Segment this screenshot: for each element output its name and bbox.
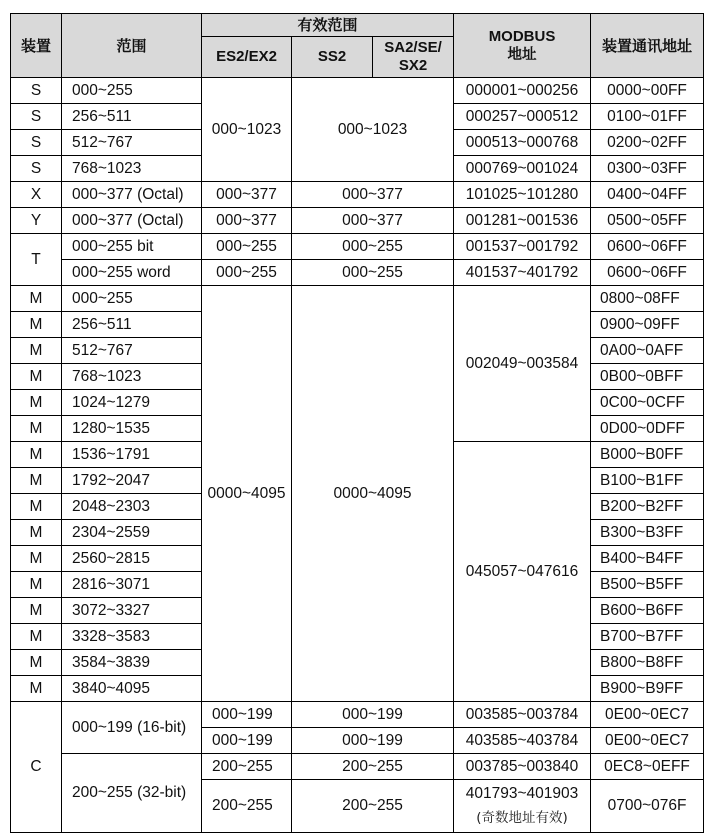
header-ss2: SS2 [292,37,373,78]
header-modbus-address [454,14,591,78]
range-cell: 768~1023 [62,156,202,182]
comm-address-cell: B600~B6FF [591,598,704,624]
comm-address-cell: 0A00~0AFF [591,338,704,364]
comm-address-cell: 0200~02FF [591,130,704,156]
header-sa2-line2: SX2 [398,57,428,74]
es2-range-cell: 200~255 [202,754,292,780]
device-cell: S [11,130,62,156]
comm-address-cell: B100~B1FF [591,468,704,494]
comm-address-cell: 0C00~0CFF [591,390,704,416]
table-row [11,208,704,234]
es2-range-cell: 0000~4095 [202,286,292,702]
comm-address-cell: 0EC8~0EFF [591,754,704,780]
device-cell: M [11,338,62,364]
device-cell: Y [11,208,62,234]
ss2-sa2-range-cell: 000~255 [292,234,454,260]
device-cell: S [11,104,62,130]
modbus-cell: 045057~047616 [454,442,591,702]
range-cell: 3072~3327 [62,598,202,624]
header-range: 范围 [62,14,202,78]
device-cell: M [11,598,62,624]
range-cell: 1280~1535 [62,416,202,442]
modbus-note: (奇数地址有效) [476,810,568,826]
header-device: 装置 [11,14,62,78]
modbus-cell: 000513~000768 [454,130,591,156]
header-sa2-line1: SA2/SE/ [384,39,442,56]
range-cell: 000~255 [62,286,202,312]
modbus-cell: 101025~101280 [454,182,591,208]
table-row [11,260,704,286]
range-cell: 2560~2815 [62,546,202,572]
comm-address-cell: B800~B8FF [591,650,704,676]
modbus-cell: 001537~001792 [454,234,591,260]
device-cell: M [11,520,62,546]
range-cell: 256~511 [62,312,202,338]
modbus-cell [454,780,591,833]
table-row [11,754,704,780]
comm-address-cell: B000~B0FF [591,442,704,468]
device-cell: S [11,156,62,182]
es2-range-cell: 200~255 [202,780,292,833]
comm-address-cell: 0E00~0EC7 [591,702,704,728]
modbus-range: 401793~401903 [465,785,579,802]
comm-address-cell: 0600~06FF [591,234,704,260]
modbus-cell: 401537~401792 [454,260,591,286]
modbus-cell: 003585~003784 [454,702,591,728]
comm-address-cell: 0D00~0DFF [591,416,704,442]
range-cell: 2048~2303 [62,494,202,520]
range-cell: 000~199 (16-bit) [62,702,202,754]
range-cell: 1536~1791 [62,442,202,468]
comm-address-cell: 0300~03FF [591,156,704,182]
table-row [11,78,704,104]
comm-address-cell: 0600~06FF [591,260,704,286]
device-cell: M [11,572,62,598]
device-cell: M [11,650,62,676]
es2-range-cell: 000~199 [202,728,292,754]
device-cell: M [11,416,62,442]
ss2-sa2-range-cell: 000~199 [292,702,454,728]
comm-address-cell: B900~B9FF [591,676,704,702]
comm-address-cell: 0900~09FF [591,312,704,338]
comm-address-cell: 0800~08FF [591,286,704,312]
ss2-sa2-range-cell: 000~255 [292,260,454,286]
header-es2-ex2: ES2/EX2 [202,37,292,78]
header-sa2-se-sx2 [373,37,454,78]
es2-range-cell: 000~255 [202,234,292,260]
range-cell: 3328~3583 [62,624,202,650]
device-cell: M [11,286,62,312]
range-cell: 000~255 word [62,260,202,286]
comm-address-cell: 0E00~0EC7 [591,728,704,754]
modbus-cell: 000001~000256 [454,78,591,104]
table-row [11,182,704,208]
comm-address-cell: B400~B4FF [591,546,704,572]
header-device-comm-address: 装置通讯地址 [591,14,704,78]
comm-address-cell: 0100~01FF [591,104,704,130]
comm-address-cell: 0B00~0BFF [591,364,704,390]
range-cell: 000~377 (Octal) [62,182,202,208]
device-address-table [10,13,704,833]
table-row [11,286,704,312]
device-cell: M [11,312,62,338]
comm-address-cell: B200~B2FF [591,494,704,520]
device-cell: S [11,78,62,104]
device-cell: C [11,702,62,833]
modbus-cell: 001281~001536 [454,208,591,234]
range-cell: 2304~2559 [62,520,202,546]
device-cell: M [11,676,62,702]
device-cell: T [11,234,62,286]
ss2-sa2-range-cell: 000~199 [292,728,454,754]
range-cell: 1792~2047 [62,468,202,494]
range-cell: 512~767 [62,338,202,364]
header-valid-range: 有效范围 [202,14,454,37]
range-cell: 1024~1279 [62,390,202,416]
es2-range-cell: 000~199 [202,702,292,728]
range-cell: 200~255 (32-bit) [62,754,202,833]
comm-address-cell: 0000~00FF [591,78,704,104]
range-cell: 512~767 [62,130,202,156]
modbus-cell: 003785~003840 [454,754,591,780]
modbus-cell: 002049~003584 [454,286,591,442]
es2-range-cell: 000~1023 [202,78,292,182]
comm-address-cell: B500~B5FF [591,572,704,598]
ss2-sa2-range-cell: 000~377 [292,208,454,234]
ss2-sa2-range-cell: 000~377 [292,182,454,208]
comm-address-cell: 0700~076F [591,780,704,833]
device-cell: M [11,494,62,520]
es2-range-cell: 000~377 [202,208,292,234]
ss2-sa2-range-cell: 0000~4095 [292,286,454,702]
range-cell: 768~1023 [62,364,202,390]
range-cell: 3840~4095 [62,676,202,702]
range-cell: 2816~3071 [62,572,202,598]
range-cell: 000~255 [62,78,202,104]
device-cell: M [11,468,62,494]
table-row [11,234,704,260]
device-cell: M [11,390,62,416]
header-modbus-line2: 地址 [507,46,537,63]
comm-address-cell: B700~B7FF [591,624,704,650]
range-cell: 3584~3839 [62,650,202,676]
ss2-sa2-range-cell: 200~255 [292,754,454,780]
device-cell: M [11,624,62,650]
range-cell: 256~511 [62,104,202,130]
device-cell: M [11,546,62,572]
ss2-sa2-range-cell: 000~1023 [292,78,454,182]
es2-range-cell: 000~377 [202,182,292,208]
comm-address-cell: B300~B3FF [591,520,704,546]
modbus-cell: 000769~001024 [454,156,591,182]
comm-address-cell: 0500~05FF [591,208,704,234]
device-cell: M [11,364,62,390]
ss2-sa2-range-cell: 200~255 [292,780,454,833]
es2-range-cell: 000~255 [202,260,292,286]
modbus-cell: 000257~000512 [454,104,591,130]
device-cell: M [11,442,62,468]
table-row [11,702,704,728]
header-modbus-line1: MODBUS [488,27,556,45]
range-cell: 000~255 bit [62,234,202,260]
device-cell: X [11,182,62,208]
range-cell: 000~377 (Octal) [62,208,202,234]
modbus-cell: 403585~403784 [454,728,591,754]
comm-address-cell: 0400~04FF [591,182,704,208]
